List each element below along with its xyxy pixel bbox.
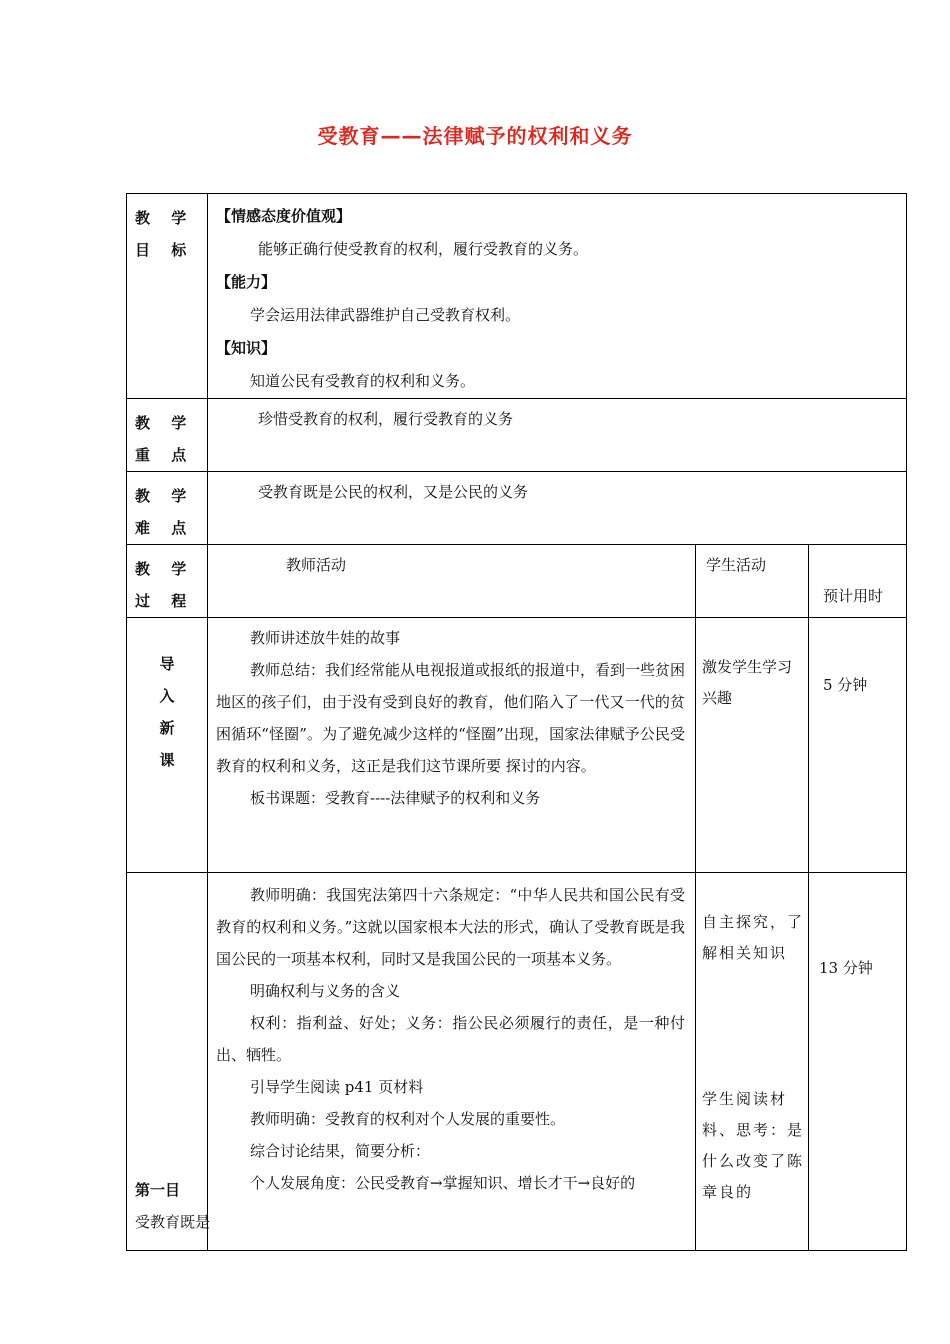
section1-paragraph: 综合讨论结果，简要分析： (250, 1142, 431, 1160)
section1-student-activity (696, 873, 809, 1251)
difficulty-content (208, 472, 907, 545)
section1-paragraph: 权利：指利益、好处；义务：指公民必须履行的责任，是一种付出、牺牲。 (216, 1014, 685, 1064)
key-point-label: 教 学 重 点 (127, 399, 208, 472)
difficulty-label: 教 学 难 点 (127, 472, 208, 545)
section1-paragraph: 个人发展角度：公民受教育→掌握知识、增长才干→良好的 (250, 1174, 636, 1192)
lesson-plan-table (126, 193, 907, 1251)
section1-label: 第一目 受教育既是 (127, 873, 208, 1251)
key-point-row (127, 399, 907, 472)
intro-paragraph: 板书课题：受教育----法律赋予的权利和义务 (250, 789, 541, 807)
intro-paragraph: 教师总结：我们经常能从电视报道或报纸的报道中，看到一些贫困地区的孩子们，由于没有受到良好的教育，他们陷入了一代又一代的贫困循环“怪圈”。为了避免减少这样的“怪圈”出现，国家法律赋予公民受教育的权利和义务，这正是我们这节课所要 探讨的内容。 (216, 661, 686, 775)
section1-paragraph: 明确权利与义务的含义 (250, 982, 401, 1000)
teacher-activity-header: 教师活动 (208, 545, 696, 618)
difficulty-text: 受教育既是公民的权利，又是公民的义务 (258, 483, 529, 501)
difficulty-row (127, 472, 907, 545)
section1-teacher-activity (208, 873, 696, 1251)
section1-row (127, 873, 907, 1251)
student-activity-header: 学生活动 (696, 545, 809, 618)
intro-paragraph: 教师讲述放牛娃的故事 (250, 629, 401, 647)
knowledge-heading: 【知识】 (216, 339, 277, 357)
key-point-content (208, 399, 907, 472)
goals-label: 教 学 目 标 (127, 194, 208, 399)
intro-teacher-activity (208, 618, 696, 873)
section1-paragraph: 引导学生阅读 p41 页材料 (250, 1078, 424, 1096)
process-header-row (127, 545, 907, 618)
ability-heading: 【能力】 (216, 273, 277, 291)
intro-time: 5 分钟 (809, 618, 907, 873)
emotion-heading: 【情感态度价值观】 (216, 207, 352, 225)
time-header: 预计用时 (809, 545, 907, 618)
section1-time: 13 分钟 (809, 873, 907, 1251)
knowledge-text: 知道公民有受教育的权利和义务。 (250, 372, 476, 390)
ability-text: 学会运用法律武器维护自己受教育权利。 (250, 306, 521, 324)
student-activity-1: 自主探究，了解相关知识 (702, 913, 805, 962)
process-label: 教 学 过 程 (127, 545, 208, 618)
section1-paragraph: 教师明确：受教育的权利对个人发展的重要性。 (250, 1110, 566, 1128)
intro-student-activity: 激发学生学习兴趣 (696, 618, 809, 873)
key-point-text: 珍惜受教育的权利，履行受教育的义务 (258, 410, 514, 428)
intro-row (127, 618, 907, 873)
section1-paragraph: 教师明确：我国宪法第四十六条规定：“中华人民共和国公民有受教育的权利和义务。”这就以国家根本大法的形式，确认了受教育既是我国公民的一项基本权利，同时又是我国公民的一项基本义务。 (216, 886, 685, 968)
goals-content (208, 194, 907, 399)
document-title: 受教育——法律赋予的权利和义务 (317, 124, 633, 148)
student-activity-2: 学生阅读材料、思考：是什么改变了陈章良的 (702, 1090, 805, 1201)
intro-label: 导 入 新 课 (127, 618, 208, 873)
emotion-text: 能够正确行使受教育的权利，履行受教育的义务。 (258, 240, 589, 258)
goals-row (127, 194, 907, 399)
